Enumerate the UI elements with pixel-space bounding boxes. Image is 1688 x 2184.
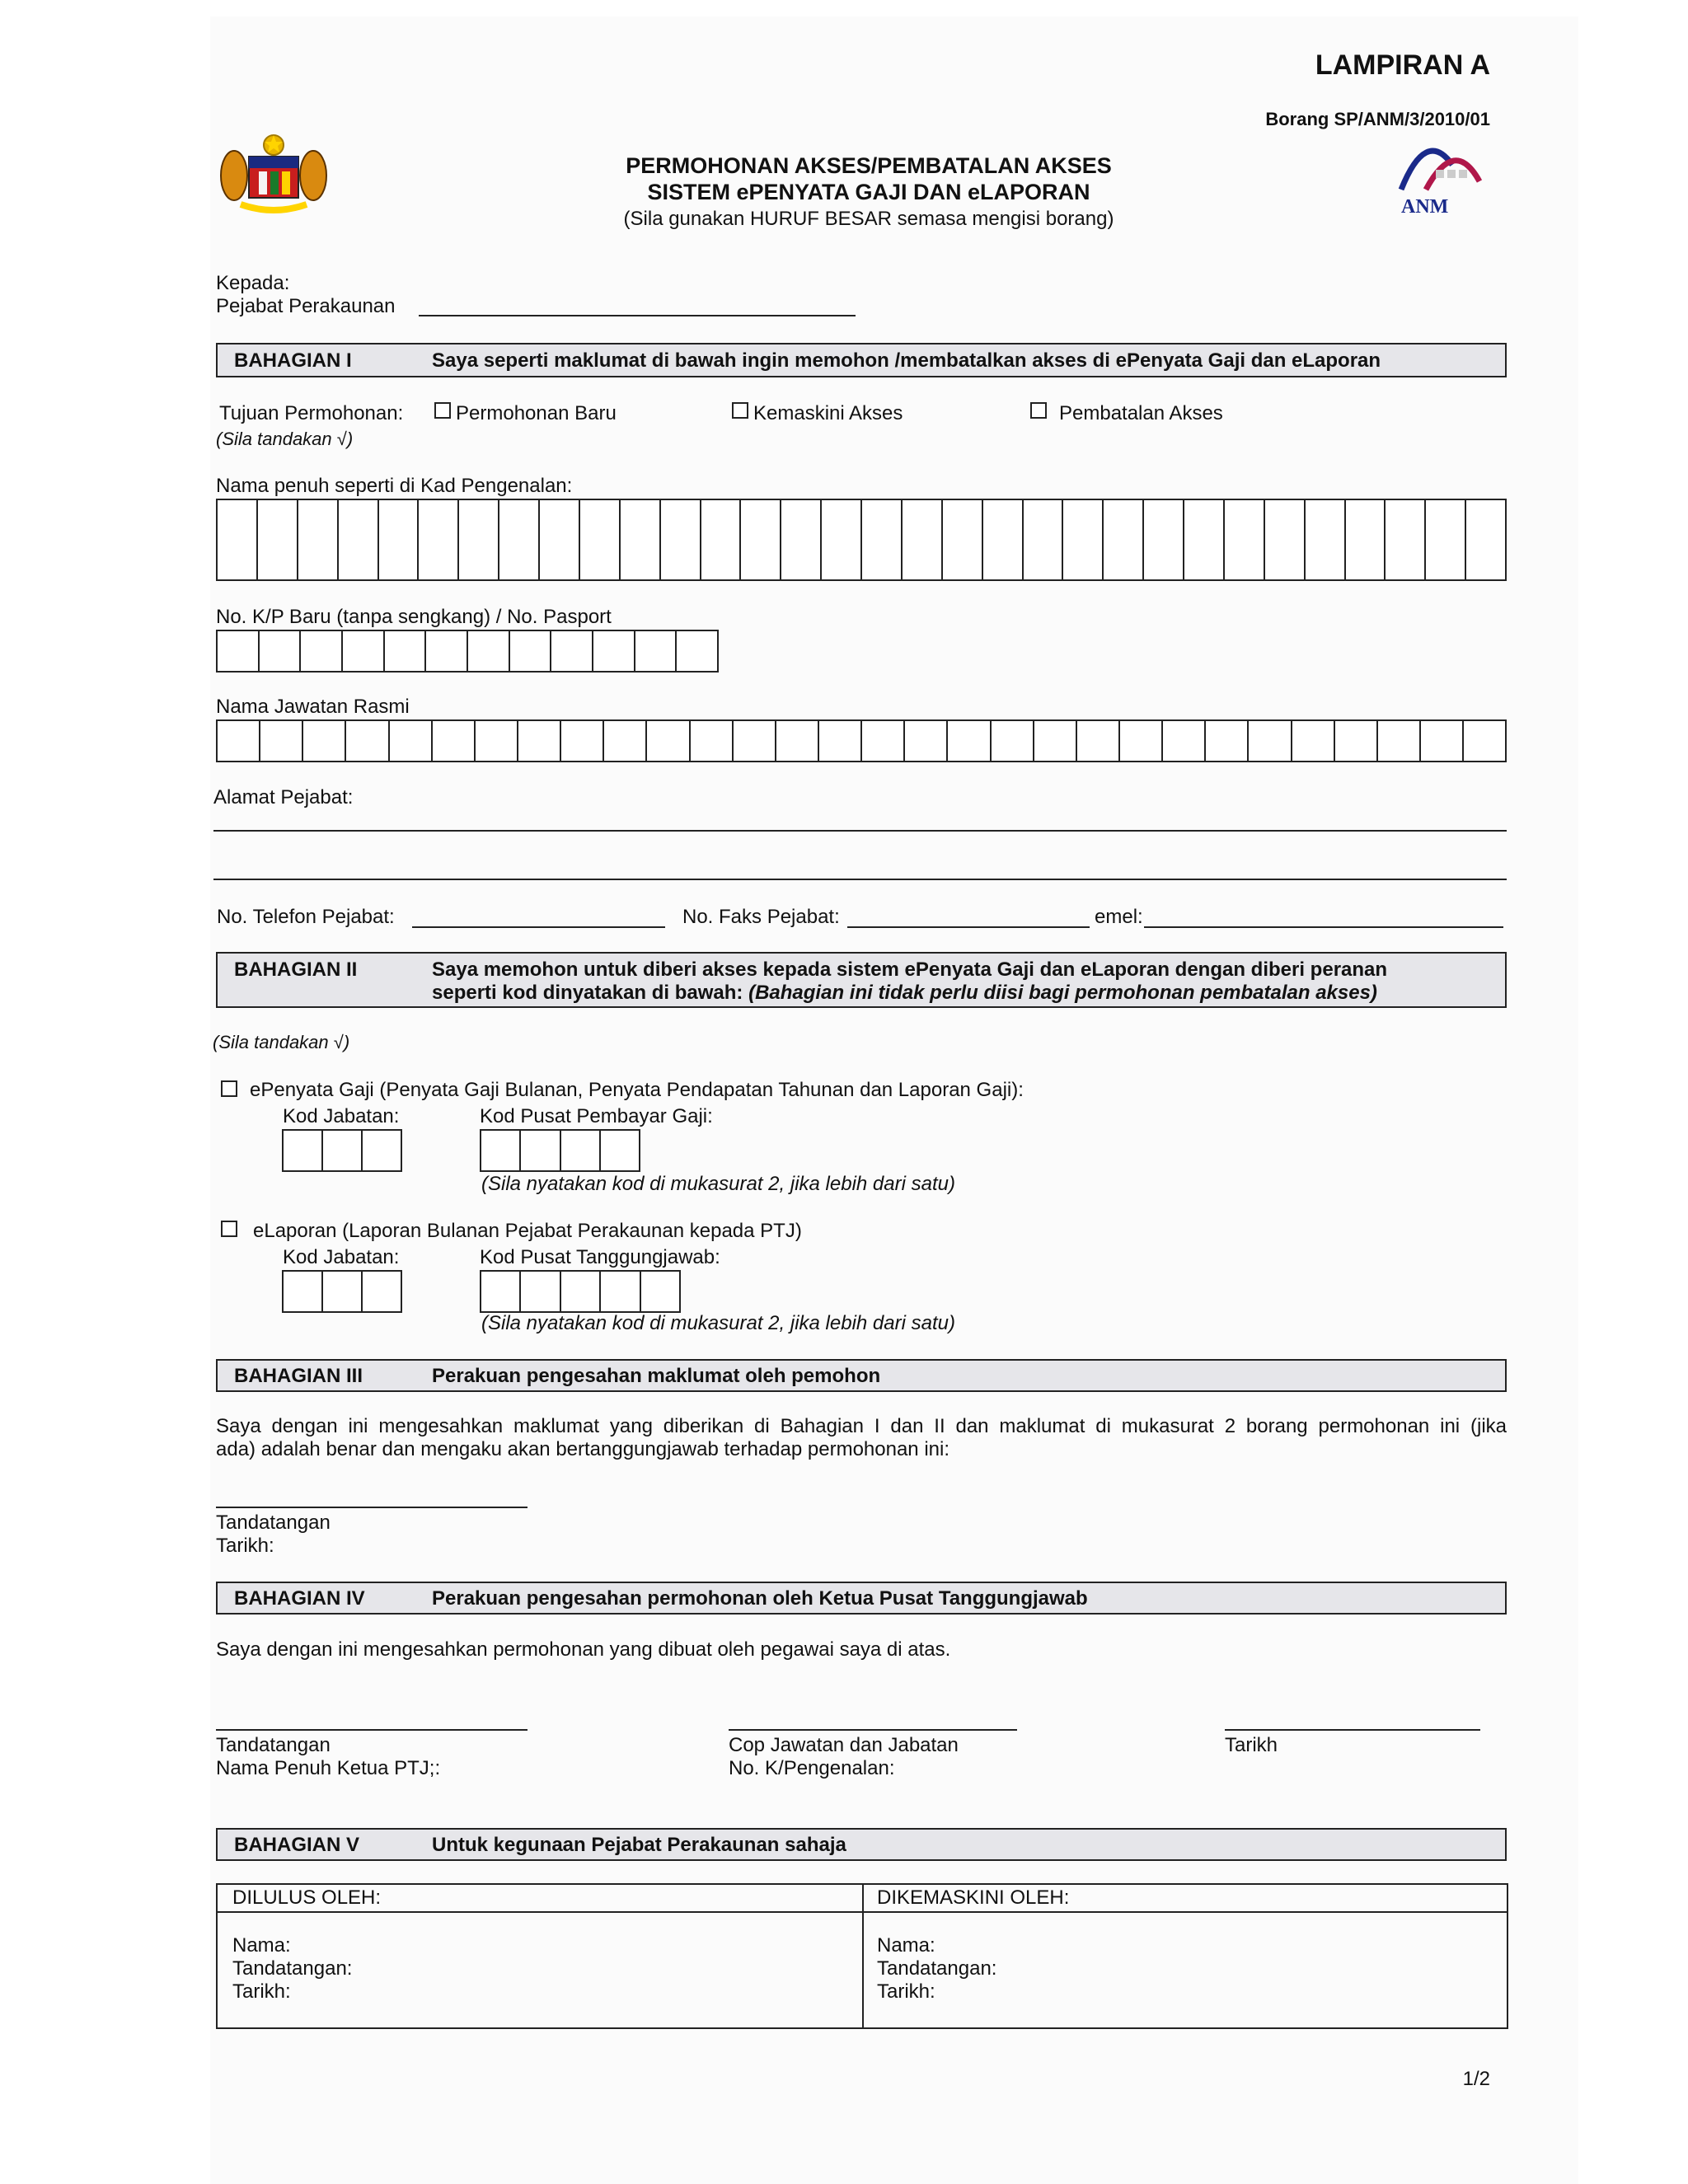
grid-cell[interactable] <box>258 539 298 581</box>
grid-cell[interactable] <box>741 500 781 541</box>
table-header-rule <box>218 1911 1507 1913</box>
no-kp-label: No. K/P Baru (tanpa sengkang) / No. Pasport <box>216 606 612 628</box>
nama-label: Nama: <box>877 1934 935 1957</box>
grid-cell[interactable] <box>621 539 661 581</box>
kod-pusat-tanggungjawab-label: Kod Pusat Tanggungjawab: <box>480 1246 720 1268</box>
tujuan-permohonan-label: Tujuan Permohonan: <box>219 402 404 424</box>
grid-cell[interactable] <box>499 539 540 581</box>
grid-cell[interactable] <box>1426 539 1466 581</box>
grid-cell[interactable] <box>1346 500 1386 541</box>
grid-cell[interactable] <box>1265 500 1306 541</box>
grid-cell[interactable] <box>561 721 604 762</box>
grid-cell[interactable] <box>260 721 303 762</box>
grid-cell[interactable] <box>323 1131 363 1172</box>
tandatangan-label: Tandatangan: <box>232 1957 353 1980</box>
grid-cell[interactable] <box>419 500 459 541</box>
checkbox-elaporan[interactable] <box>221 1221 237 1237</box>
grid-cell[interactable] <box>776 721 819 762</box>
grid-cell[interactable] <box>691 721 734 762</box>
kod-jabatan-label: Kod Jabatan: <box>283 1105 400 1127</box>
kod-jabatan-grid[interactable] <box>282 1129 402 1172</box>
section-header-bahagian-4 <box>216 1582 1507 1615</box>
grid-cell[interactable] <box>1024 539 1064 581</box>
grid-cell[interactable] <box>284 1272 323 1313</box>
checkbox-kemaskini-akses[interactable] <box>732 402 748 419</box>
cop-jawatan-label: Cop Jawatan dan Jabatan <box>729 1734 959 1756</box>
grid-cell[interactable] <box>510 631 552 673</box>
grid-cell[interactable] <box>1292 721 1335 762</box>
telefon-field[interactable] <box>412 926 665 928</box>
grid-cell[interactable] <box>661 539 701 581</box>
grid-cell[interactable] <box>561 1131 601 1172</box>
grid-cell[interactable] <box>661 500 701 541</box>
grid-cell[interactable] <box>260 631 302 673</box>
grid-cell[interactable] <box>943 500 983 541</box>
form-title-line1: PERMOHONAN AKSES/PEMBATALAN AKSES <box>626 153 1112 178</box>
nama-ketua-ptj-label: Nama Penuh Ketua PTJ;: <box>216 1757 441 1779</box>
pengesahan-para: Saya dengan ini mengesahkan permohonan yang dibuat oleh pegawai saya di atas. <box>216 1638 951 1661</box>
kod-pusat-pembayar-grid[interactable] <box>480 1129 640 1172</box>
anm-logo-text: ANM <box>1401 196 1449 218</box>
no-kp-label: No. K/Pengenalan: <box>729 1757 895 1779</box>
nama-penuh-grid-row2[interactable] <box>216 539 1507 581</box>
grid-cell[interactable] <box>1386 539 1426 581</box>
grid-cell[interactable] <box>701 500 742 541</box>
tandatangan-label: Tandatangan <box>216 1511 331 1534</box>
section-code: BAHAGIAN II <box>234 958 358 981</box>
grid-cell[interactable] <box>1184 500 1225 541</box>
perakuan-para-line1: Saya dengan ini mengesahkan maklumat yang diberikan di Bahagian I dan II dan maklumat di mukasurat 2 borang permohonan ini (jika <box>216 1415 1507 1437</box>
tarikh-label: Tarikh: <box>232 1980 291 2003</box>
dikemaskini-oleh-header: DIKEMASKINI OLEH: <box>877 1886 1070 1909</box>
grid-cell[interactable] <box>518 721 561 762</box>
section-title-line2 <box>432 982 1495 1005</box>
grid-cell[interactable] <box>426 631 468 673</box>
grid-cell[interactable] <box>621 500 661 541</box>
kod-pusat-pembayar-label: Kod Pusat Pembayar Gaji: <box>480 1105 713 1127</box>
section-code: BAHAGIAN III <box>234 1365 363 1387</box>
perakuan-para-line2: ada) adalah benar dan mengaku akan bertanggungjawab terhadap permohonan ini: <box>216 1438 950 1460</box>
section-title: Saya seperti maklumat di bawah ingin memohon /membatalkan akses di ePenyata Gaji dan eLaporan <box>432 349 1381 372</box>
grid-cell[interactable] <box>551 631 593 673</box>
grid-cell[interactable] <box>1104 500 1144 541</box>
grid-cell[interactable] <box>1225 500 1265 541</box>
grid-cell[interactable] <box>284 1131 323 1172</box>
grid-cell[interactable] <box>459 500 499 541</box>
note-mukasurat-2: (Sila nyatakan kod di mukasurat 2, jika lebih dari satu) <box>481 1312 955 1334</box>
page-number: 1/2 <box>1462 2068 1490 2090</box>
grid-cell[interactable] <box>468 631 510 673</box>
grid-cell[interactable] <box>323 1272 363 1313</box>
grid-cell[interactable] <box>992 721 1034 762</box>
grid-cell[interactable] <box>1104 539 1144 581</box>
nama-jawatan-grid[interactable] <box>216 719 1507 762</box>
grid-cell[interactable] <box>459 539 499 581</box>
section-title: Untuk kegunaan Pejabat Perakaunan sahaja <box>432 1834 846 1856</box>
grid-cell[interactable] <box>1306 500 1346 541</box>
tandatangan-label: Tandatangan: <box>877 1957 997 1980</box>
section-code: BAHAGIAN I <box>234 349 352 372</box>
grid-cell[interactable] <box>433 721 476 762</box>
table-divider <box>862 1885 864 2027</box>
grid-cell[interactable] <box>601 1272 640 1313</box>
grid-cell[interactable] <box>379 539 420 581</box>
section-header-bahagian-1 <box>216 343 1507 377</box>
grid-cell[interactable] <box>540 500 580 541</box>
section-code: BAHAGIAN IV <box>234 1587 365 1610</box>
nama-penuh-grid-row1[interactable] <box>216 499 1507 541</box>
grid-cell[interactable] <box>734 721 776 762</box>
form-code: Borang SP/ANM/3/2010/01 <box>1265 109 1490 129</box>
grid-cell[interactable] <box>1163 721 1206 762</box>
grid-cell[interactable] <box>701 539 742 581</box>
grid-cell[interactable] <box>343 631 385 673</box>
section-title: Perakuan pengesahan maklumat oleh pemohon <box>432 1365 881 1387</box>
form-instruction: (Sila gunakan HURUF BESAR semasa mengisi borang) <box>623 208 1114 230</box>
grid-cell[interactable] <box>862 500 903 541</box>
grid-cell[interactable] <box>822 500 862 541</box>
grid-cell[interactable] <box>390 721 433 762</box>
section-header-bahagian-5 <box>216 1828 1507 1861</box>
signature-line[interactable] <box>216 1729 528 1731</box>
grid-cell[interactable] <box>476 721 518 762</box>
grid-cell[interactable] <box>601 1131 640 1172</box>
tick-note: (Sila tandakan √) <box>216 429 354 449</box>
alamat-line-2[interactable] <box>213 879 1507 880</box>
grid-cell[interactable] <box>781 500 822 541</box>
alamat-pejabat-label: Alamat Pejabat: <box>213 786 354 808</box>
kod-pusat-tanggungjawab-grid[interactable] <box>480 1270 681 1313</box>
nama-jawatan-label: Nama Jawatan Rasmi <box>216 696 410 718</box>
faks-field[interactable] <box>847 926 1090 928</box>
grid-cell[interactable] <box>540 539 580 581</box>
tarikh-label: Tarikh: <box>216 1535 274 1557</box>
grid-cell[interactable] <box>1077 721 1120 762</box>
grid-cell[interactable] <box>862 721 905 762</box>
grid-cell[interactable] <box>521 1272 560 1313</box>
grid-cell[interactable] <box>1249 721 1292 762</box>
grid-cell[interactable] <box>561 1272 601 1313</box>
section-header-bahagian-2 <box>216 952 1507 1008</box>
checkbox-epenyata-gaji[interactable] <box>221 1080 237 1097</box>
grid-cell[interactable] <box>1426 500 1466 541</box>
section-code: BAHAGIAN V <box>234 1834 360 1856</box>
grid-cell[interactable] <box>1386 500 1426 541</box>
section-header-bahagian-3 <box>216 1359 1507 1392</box>
grid-cell[interactable] <box>218 500 258 541</box>
grid-cell[interactable] <box>218 721 260 762</box>
grid-cell[interactable] <box>1144 539 1184 581</box>
grid-cell[interactable] <box>481 1131 521 1172</box>
option-kemaskini-akses: Kemaskini Akses <box>753 402 903 424</box>
grid-cell[interactable] <box>499 500 540 541</box>
note-mukasurat-2: (Sila nyatakan kod di mukasurat 2, jika lebih dari satu) <box>481 1173 955 1195</box>
tick-note: (Sila tandakan √) <box>213 1032 350 1052</box>
grid-cell[interactable] <box>1265 539 1306 581</box>
grid-cell[interactable] <box>385 631 427 673</box>
pejabat-perakaunan-label: Pejabat Perakaunan <box>216 295 396 317</box>
grid-cell[interactable] <box>339 539 379 581</box>
grid-cell[interactable] <box>1335 721 1378 762</box>
option-permohonan-baru: Permohonan Baru <box>456 402 617 424</box>
grid-cell[interactable] <box>903 539 943 581</box>
grid-cell[interactable] <box>298 500 339 541</box>
section-title-line1: Saya memohon untuk diberi akses kepada sistem ePenyata Gaji dan eLaporan dengan diberi peranan <box>432 958 1388 981</box>
grid-cell[interactable] <box>819 721 862 762</box>
grid-cell[interactable] <box>580 539 621 581</box>
grid-cell[interactable] <box>1466 500 1507 541</box>
tarikh-label: Tarikh: <box>877 1980 935 2003</box>
signature-line[interactable] <box>216 1507 528 1508</box>
tarikh-line[interactable] <box>1225 1729 1480 1731</box>
grid-cell[interactable] <box>1466 539 1507 581</box>
grid-cell[interactable] <box>363 1131 402 1172</box>
grid-cell[interactable] <box>1144 500 1184 541</box>
checkbox-pembatalan-akses[interactable] <box>1030 402 1047 419</box>
alamat-line-1[interactable] <box>213 830 1507 832</box>
grid-cell[interactable] <box>822 539 862 581</box>
faks-label: No. Faks Pejabat: <box>682 906 840 928</box>
tandatangan-label: Tandatangan <box>216 1734 331 1756</box>
grid-cell[interactable] <box>781 539 822 581</box>
epenyata-gaji-label: ePenyata Gaji (Penyata Gaji Bulanan, Penyata Pendapatan Tahunan dan Laporan Gaji): <box>250 1079 1024 1101</box>
checkbox-permohonan-baru[interactable] <box>434 402 451 419</box>
grid-cell[interactable] <box>1024 500 1064 541</box>
malaysia-coat-of-arms-icon <box>216 130 331 221</box>
kod-jabatan-grid[interactable] <box>282 1270 402 1313</box>
grid-cell[interactable] <box>862 539 903 581</box>
grid-cell[interactable] <box>677 631 719 673</box>
grid-cell[interactable] <box>593 631 635 673</box>
grid-cell[interactable] <box>1464 721 1507 762</box>
grid-cell[interactable] <box>1063 539 1104 581</box>
nama-label: Nama: <box>232 1934 291 1957</box>
grid-cell[interactable] <box>481 1272 521 1313</box>
grid-cell[interactable] <box>301 631 343 673</box>
grid-cell[interactable] <box>379 500 420 541</box>
grid-cell[interactable] <box>1421 721 1464 762</box>
grid-cell[interactable] <box>943 539 983 581</box>
no-kp-grid[interactable] <box>216 630 719 673</box>
grid-cell[interactable] <box>741 539 781 581</box>
grid-cell[interactable] <box>903 500 943 541</box>
grid-cell[interactable] <box>1206 721 1249 762</box>
grid-cell[interactable] <box>363 1272 402 1313</box>
pejabat-perakaunan-field[interactable] <box>419 315 856 316</box>
grid-cell[interactable] <box>1184 539 1225 581</box>
grid-cell[interactable] <box>298 539 339 581</box>
grid-cell[interactable] <box>1225 539 1265 581</box>
emel-field[interactable] <box>1144 926 1503 928</box>
grid-cell[interactable] <box>419 539 459 581</box>
grid-cell[interactable] <box>905 721 948 762</box>
grid-cell[interactable] <box>641 1272 681 1313</box>
kepada-label: Kepada: <box>216 272 290 294</box>
tarikh-label: Tarikh <box>1225 1734 1278 1756</box>
approval-table <box>216 1883 1508 2029</box>
grid-cell[interactable] <box>218 631 260 673</box>
grid-cell[interactable] <box>647 721 690 762</box>
grid-cell[interactable] <box>983 539 1024 581</box>
section-title-line2-note: (Bahagian ini tidak perlu diisi bagi permohonan pembatalan akses) <box>748 982 1377 1004</box>
grid-cell[interactable] <box>1306 539 1346 581</box>
section-title-line2-main: seperti kod dinyatakan di bawah: <box>432 982 749 1004</box>
grid-cell[interactable] <box>346 721 389 762</box>
kod-jabatan-label: Kod Jabatan: <box>283 1246 400 1268</box>
grid-cell[interactable] <box>1063 500 1104 541</box>
grid-cell[interactable] <box>604 721 647 762</box>
grid-cell[interactable] <box>1346 539 1386 581</box>
lampiran-label: LAMPIRAN A <box>1315 49 1490 81</box>
telefon-label: No. Telefon Pejabat: <box>217 906 395 928</box>
grid-cell[interactable] <box>983 500 1024 541</box>
grid-cell[interactable] <box>1378 721 1421 762</box>
nama-penuh-label: Nama penuh seperti di Kad Pengenalan: <box>216 475 573 497</box>
dilulus-oleh-header: DILULUS OLEH: <box>232 1886 382 1909</box>
elaporan-label: eLaporan (Laporan Bulanan Pejabat Perakaunan kepada PTJ) <box>253 1220 802 1242</box>
grid-cell[interactable] <box>580 500 621 541</box>
grid-cell[interactable] <box>948 721 991 762</box>
grid-cell[interactable] <box>258 500 298 541</box>
emel-label: emel: <box>1095 906 1143 928</box>
grid-cell[interactable] <box>1034 721 1077 762</box>
grid-cell[interactable] <box>1120 721 1163 762</box>
grid-cell[interactable] <box>635 631 678 673</box>
cop-line[interactable] <box>729 1729 1017 1731</box>
option-pembatalan-akses: Pembatalan Akses <box>1059 402 1223 424</box>
grid-cell[interactable] <box>339 500 379 541</box>
section-title: Perakuan pengesahan permohonan oleh Ketua Pusat Tanggungjawab <box>432 1587 1088 1610</box>
form-title-line2: SISTEM ePENYATA GAJI DAN eLAPORAN <box>647 180 1090 204</box>
grid-cell[interactable] <box>521 1131 560 1172</box>
grid-cell[interactable] <box>218 539 258 581</box>
grid-cell[interactable] <box>303 721 346 762</box>
